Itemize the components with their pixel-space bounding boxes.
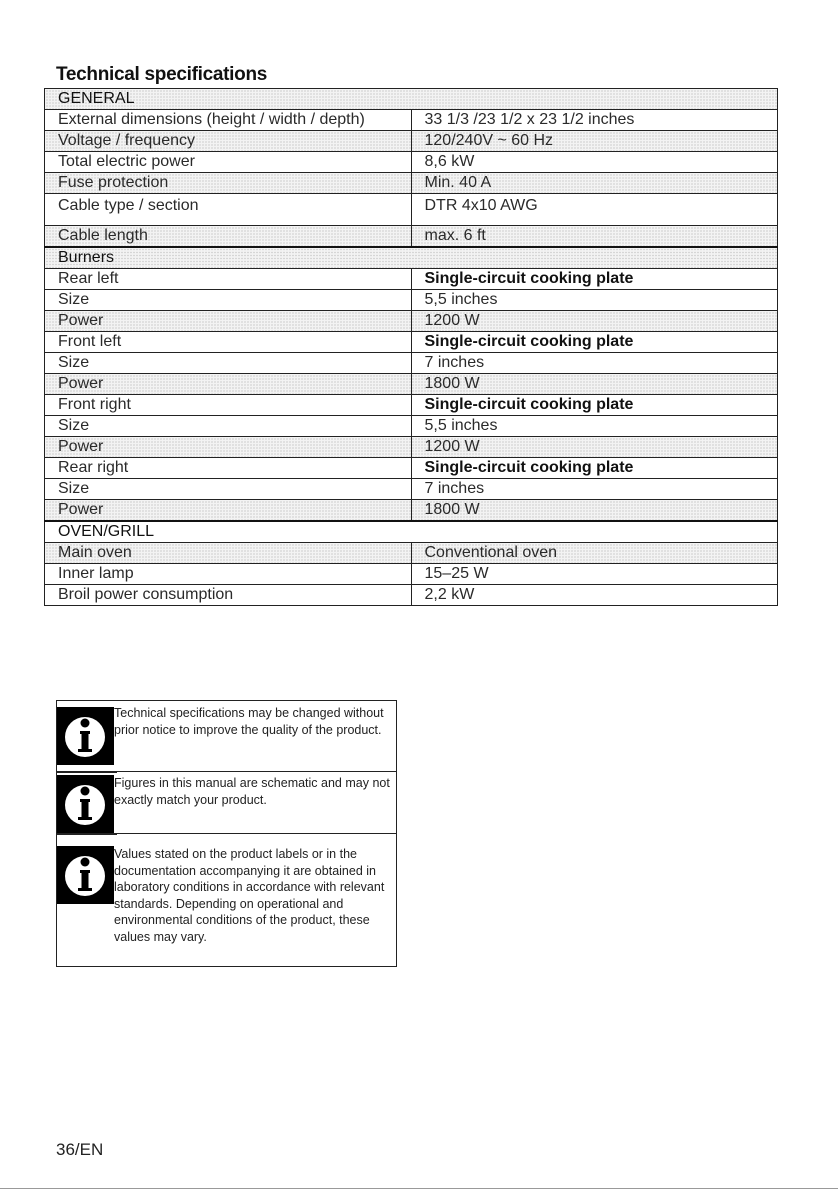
spec-label: Power — [45, 500, 412, 522]
spec-value: 1200 W — [411, 437, 778, 458]
table-row — [45, 173, 778, 194]
table-row — [45, 437, 778, 458]
spec-label: Inner lamp — [45, 564, 412, 585]
spec-label: External dimensions (height / width / depth) — [45, 110, 412, 131]
spec-label: Front left — [45, 332, 412, 353]
section-title: OVEN/GRILL — [45, 521, 778, 543]
note-text: Technical specifications may be changed without prior notice to improve the quality of the product. — [114, 706, 384, 737]
spec-value: Min. 40 A — [411, 173, 778, 194]
spec-label: Size — [45, 353, 412, 374]
table-row — [45, 131, 778, 152]
spec-label: Size — [45, 479, 412, 500]
table-row — [45, 479, 778, 500]
spec-value: 1200 W — [411, 311, 778, 332]
specifications-table — [44, 88, 778, 606]
table-row — [45, 194, 778, 226]
spec-value: DTR 4x10 AWG — [411, 194, 778, 226]
spec-label: Total electric power — [45, 152, 412, 173]
table-row — [45, 226, 778, 248]
table-row — [45, 290, 778, 311]
info-icon — [57, 775, 114, 833]
spec-value: 5,5 inches — [411, 416, 778, 437]
table-row — [45, 152, 778, 173]
page-title: Technical specifications — [56, 64, 268, 85]
table-row — [45, 543, 778, 564]
spec-value: 2,2 kW — [411, 585, 778, 606]
table-row — [45, 311, 778, 332]
spec-value: 33 1/3 /23 1/2 x 23 1/2 inches — [411, 110, 778, 131]
note-text: Values stated on the product labels or in the documentation accompanying it are obtained in laboratory conditions in accordance with relevant standards. Depending on operational and environmental conditions of the product, these values may vary. — [114, 847, 385, 944]
spec-label: Power — [45, 437, 412, 458]
note-divider — [57, 833, 117, 835]
spec-value: 1800 W — [411, 500, 778, 522]
spec-label: Size — [45, 290, 412, 311]
spec-value: 1800 W — [411, 374, 778, 395]
info-icon — [57, 846, 114, 904]
table-row — [45, 585, 778, 606]
table-row — [45, 374, 778, 395]
bottom-rule — [0, 1188, 838, 1189]
table-row — [45, 269, 778, 290]
page-number: 36/EN — [56, 1140, 104, 1159]
spec-label: Rear right — [45, 458, 412, 479]
spec-label: Cable type / section — [45, 194, 412, 226]
note-text: Figures in this manual are schematic and may not exactly match your product. — [114, 776, 390, 807]
note — [57, 703, 396, 771]
spec-value: max. 6 ft — [411, 226, 778, 248]
spec-label: Rear left — [45, 269, 412, 290]
note — [57, 773, 396, 831]
spec-label: Broil power consumption — [45, 585, 412, 606]
note — [57, 844, 396, 964]
table-row — [45, 395, 778, 416]
spec-value: Conventional oven — [411, 543, 778, 564]
table-row — [45, 332, 778, 353]
spec-label: Power — [45, 374, 412, 395]
spec-value: Single-circuit cooking plate — [411, 332, 778, 353]
spec-value: Single-circuit cooking plate — [411, 458, 778, 479]
spec-label: Size — [45, 416, 412, 437]
section-title: Burners — [45, 247, 778, 269]
table-row — [45, 353, 778, 374]
table-row — [45, 110, 778, 131]
spec-value: 7 inches — [411, 479, 778, 500]
notes-box — [56, 700, 397, 967]
table-row — [45, 458, 778, 479]
spec-value: 8,6 kW — [411, 152, 778, 173]
spec-value: 120/240V ~ 60 Hz — [411, 131, 778, 152]
spec-value: 7 inches — [411, 353, 778, 374]
info-icon — [57, 707, 114, 765]
section-title: GENERAL — [45, 89, 778, 110]
section-header-burners — [45, 247, 778, 269]
section-header-general — [45, 89, 778, 110]
spec-label: Fuse protection — [45, 173, 412, 194]
spec-value: Single-circuit cooking plate — [411, 395, 778, 416]
spec-value: 15–25 W — [411, 564, 778, 585]
table-row — [45, 564, 778, 585]
spec-label: Power — [45, 311, 412, 332]
spec-label: Front right — [45, 395, 412, 416]
spec-label: Main oven — [45, 543, 412, 564]
spec-label: Voltage / frequency — [45, 131, 412, 152]
table-row — [45, 500, 778, 522]
section-header-oven-grill — [45, 521, 778, 543]
spec-value: Single-circuit cooking plate — [411, 269, 778, 290]
spec-value: 5,5 inches — [411, 290, 778, 311]
note-divider — [57, 771, 396, 772]
table-row — [45, 416, 778, 437]
spec-label: Cable length — [45, 226, 412, 248]
